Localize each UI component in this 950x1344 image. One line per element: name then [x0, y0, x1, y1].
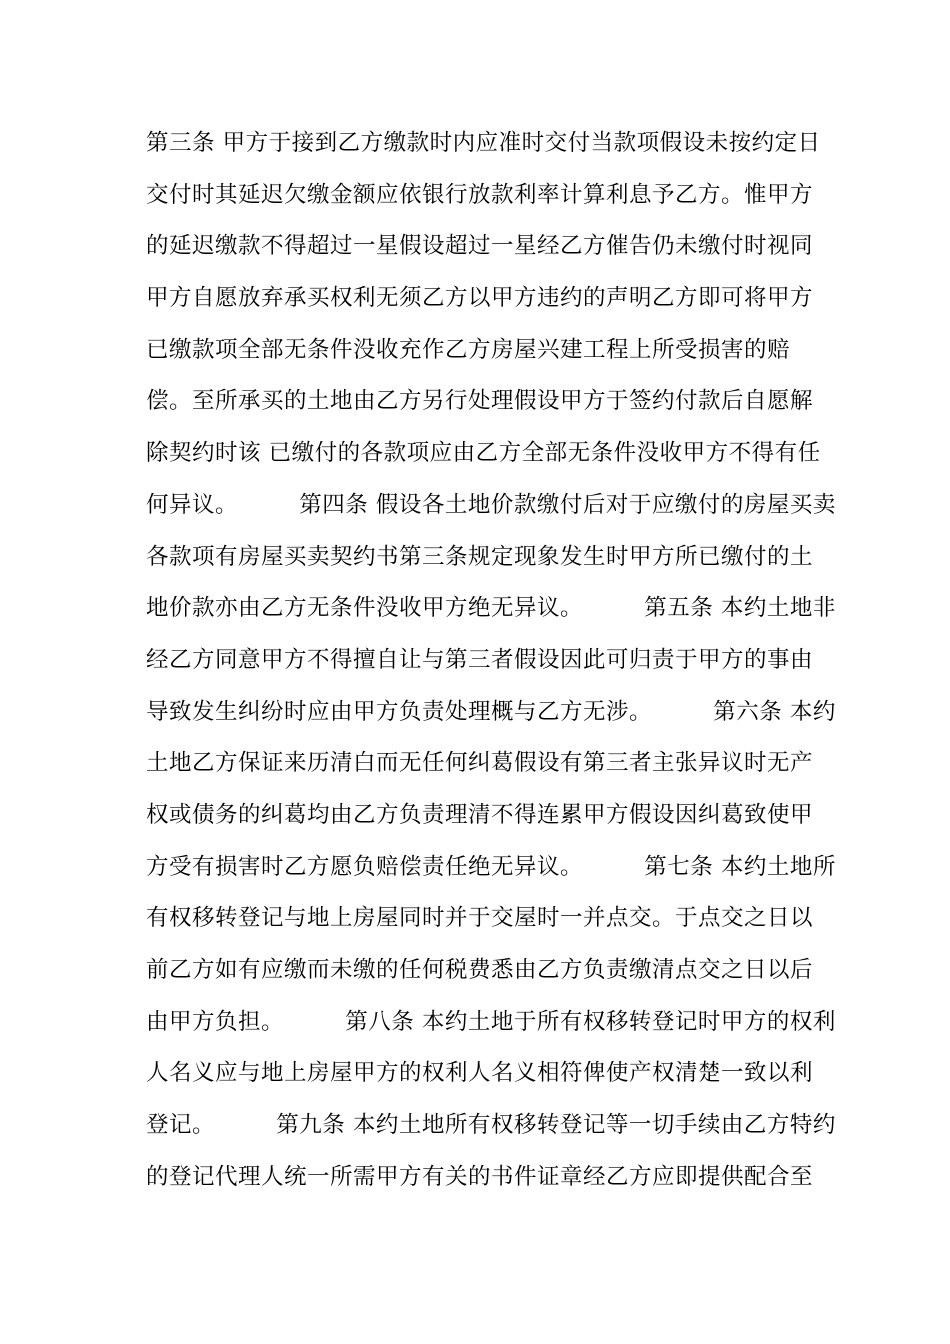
- text-line-13: 土地乙方保证来历清白而无任何纠葛假设有第三者主张异议时无产: [146, 750, 814, 777]
- text-line-6: 偿。至所承买的土地由乙方另行处理假设甲方于签约付款后自愿解: [146, 388, 814, 415]
- text-line-16: 有权移转登记与地上房屋同时并于交屋时一并点交。于点交之日以: [146, 905, 814, 932]
- text-line-19: 人名义应与地上房屋甲方的权利人名义相符俾使产权清楚一致以利: [146, 1060, 814, 1087]
- text-line-12: 导致发生纠纷时应由甲方负责处理概与乙方无涉。 第六条 本约: [146, 698, 836, 725]
- text-line-4: 甲方自愿放弃承买权利无须乙方以甲方违约的声明乙方即可将甲方: [146, 285, 814, 312]
- text-line-11: 经乙方同意甲方不得擅自让与第三者假设因此可归责于甲方的事由: [146, 646, 814, 673]
- text-line-14: 权或债务的纠葛均由乙方负责理清不得连累甲方假设因纠葛致使甲: [146, 801, 814, 828]
- text-line-20: 登记。 第九条 本约土地所有权移转登记等一切手续由乙方特约: [146, 1112, 836, 1139]
- text-line-21: 的登记代理人统一所需甲方有关的书件证章经乙方应即提供配合至: [146, 1163, 814, 1190]
- text-line-18: 由甲方负担。 第八条 本约土地于所有权移转登记时甲方的权利: [146, 1008, 836, 1035]
- text-line-15: 方受有损害时乙方愿负赔偿责任绝无异议。 第七条 本约土地所: [146, 853, 836, 880]
- text-line-8: 何异议。 第四条 假设各土地价款缴付后对于应缴付的房屋买卖: [146, 491, 836, 518]
- text-line-9: 各款项有房屋买卖契约书第三条规定现象发生时甲方所已缴付的土: [146, 543, 814, 570]
- text-line-7: 除契约时该 已缴付的各款项应由乙方全部无条件没收甲方不得有任: [146, 440, 821, 467]
- text-line-3: 的延迟缴款不得超过一星假设超过一星经乙方催告仍未缴付时视同: [146, 233, 814, 260]
- text-line-10: 地价款亦由乙方无条件没收甲方绝无异议。 第五条 本约土地非: [146, 595, 836, 622]
- text-line-2: 交付时其延迟欠缴金额应依银行放款利率计算利息予乙方。惟甲方: [146, 181, 814, 208]
- text-line-1: 第三条 甲方于接到乙方缴款时内应准时交付当款项假设未按约定日: [146, 130, 821, 156]
- text-line-5: 已缴款项全部无条件没收充作乙方房屋兴建工程上所受损害的赔: [146, 336, 791, 363]
- contract-text-block: [146, 118, 836, 1203]
- text-line-17: 前乙方如有应缴而未缴的任何税费悉由乙方负责缴清点交之日以后: [146, 957, 814, 983]
